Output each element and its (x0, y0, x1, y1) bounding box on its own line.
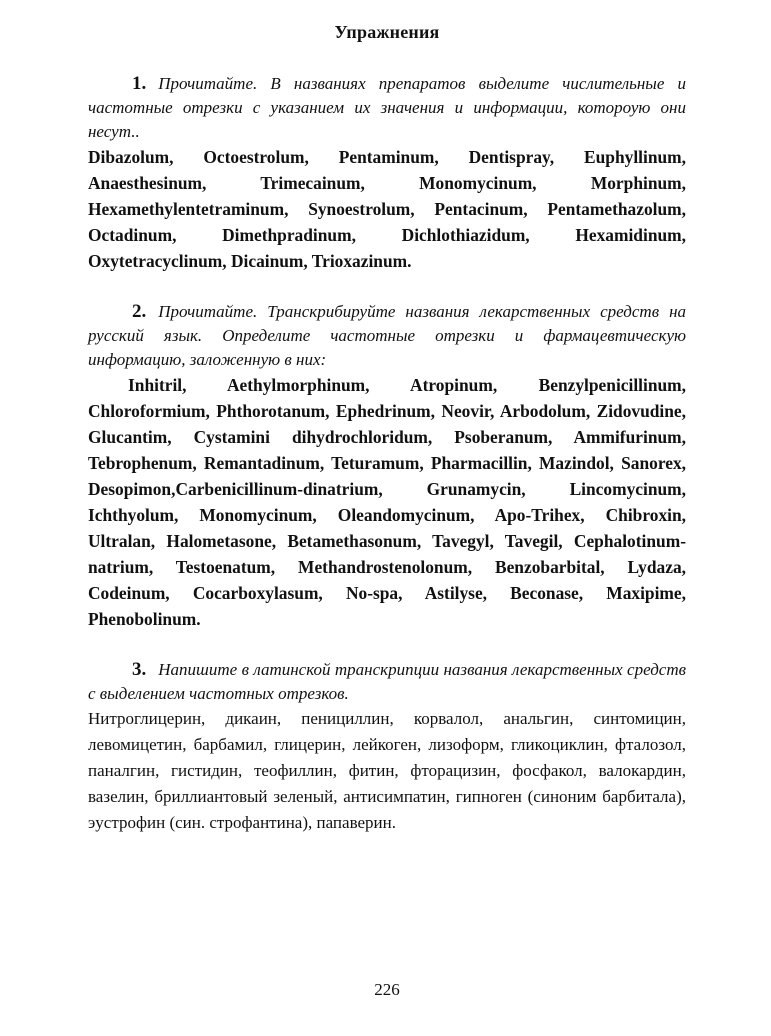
exercise-1-number: 1. (132, 73, 147, 94)
exercise-3-drug-list: Нитроглицерин, дикаин, пенициллин, корвалол, анальгин, синтомицин, левомицетин, барбамил, глицерин, лейкоген, лизоформ, гликоциклин, фталозол, паналгин, гистидин, теофиллин, фитин, фторацизин, фосфакол, валокардин, вазелин, бриллиантовый зеленый, антисимпатин, гипноген (синоним барбитала), эустрофин (син. строфантина), папаверин. (88, 709, 686, 832)
exercise-1-instruction-text: Прочитайте. В названиях препаратов выделите числительные и частотные отрезки с указанием их значения и информации, котороую они несут.. (88, 74, 686, 141)
exercise-2-instruction (88, 300, 686, 372)
exercise-2-drug-list: Inhitril, Aethylmorphinum, Atropinum, Benzylpenicillinum, Chloroformium, Phthorotanum, Ephedrinum, Neovir, Arbodolum, Zidovudine, Glucantim, Cystamini dihydrochloridum, Psoberanum, Ammifurinum, Tebrophenum, Remantadinum, Teturamum, Pharmacillin, Mazindol, Sanorex, Desopimon,Carbenicillinum-dinatrium, Grunamycin, Lincomycinum, Ichthyolum, Monomycinum, Oleandomycinum, Apo-Trihex, Chibroxin, Ultralan, Halometasone, Betamethasonum, Tavegyl, Tavegil, Cephalotinum-natrium, Testoenatum, Methandrostenolonum, Benzobarbital, Lydaza, Codeinum, Cocarboxylasum, No-spa, Astilyse, Beconase, Maxipime, Phenobolinum. (88, 375, 686, 629)
exercise-3-instruction-text: Напишите в латинской транскрипции названия лекарственных средств с выделением частотных отрезков. (88, 660, 686, 703)
exercise-3-number: 3. (132, 659, 147, 680)
exercise-2-number: 2. (132, 301, 147, 322)
page-title: Упражнения (334, 22, 440, 42)
exercise-3-instruction (88, 658, 686, 706)
exercise-3 (88, 658, 686, 836)
exercise-1 (88, 72, 686, 274)
exercise-1-instruction (88, 72, 686, 144)
book-page (88, 22, 686, 1022)
exercise-2 (88, 300, 686, 632)
exercise-1-drug-list: Dibazolum, Octoestrolum, Pentaminum, Dentispray, Euphyllinum, Anaesthesinum, Trimecainum, Monomycinum, Morphinum, Hexamethylentetraminum, Synoestrolum, Pentacinum, Pentamethazolum, Octadinum, Dimethpradinum, Dichlothiazidum, Hexamidinum, Oxytetracyclinum, Dicainum, Trioxazinum. (88, 147, 686, 271)
exercise-2-instruction-text: Прочитайте. Транскрибируйте названия лекарственных средств на русский язык. Определите частотные отрезки и фармацевтическую информацию, заложенную в них: (88, 302, 686, 369)
page-number: 226 (374, 980, 400, 999)
